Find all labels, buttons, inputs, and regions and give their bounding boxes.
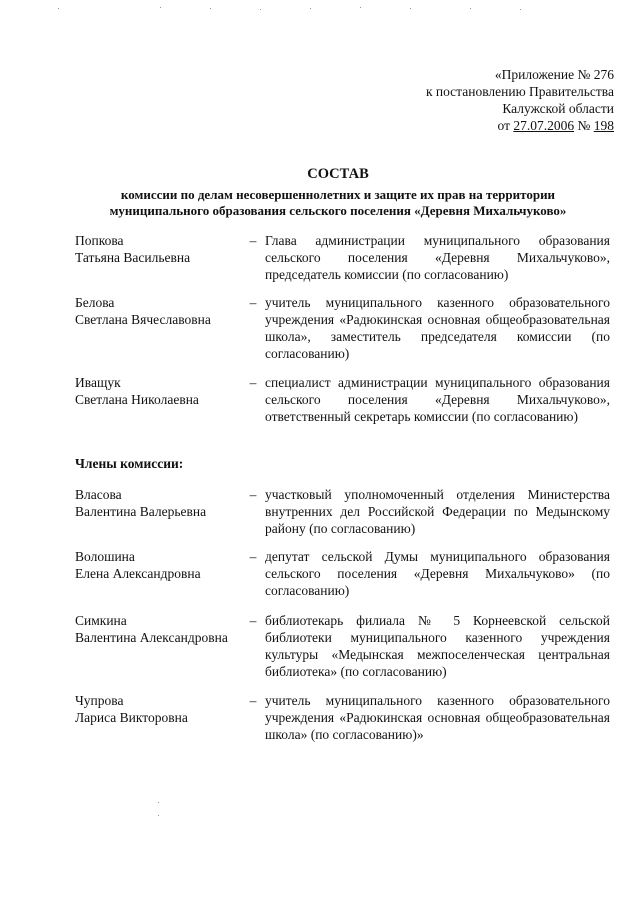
annex-header <box>426 66 614 134</box>
position-description: учитель муниципального казенного образовательного учреждения «Радюкинская основная общеобразовательная школа», заместитель председателя комиссии (по согласованию) <box>265 295 610 361</box>
position-description: участковый уполномоченный отделения Министерства внутренних дел Российской Федерации по Медынскому району (по согласованию) <box>265 487 610 536</box>
surname: Иващук <box>75 375 121 390</box>
dash: – <box>249 375 257 390</box>
title-sub-line-1: комиссии по делам несовершеннолетних и защите их прав на территории <box>120 187 556 202</box>
annex-line-4: от 27.07.2006 № 198 <box>497 118 614 133</box>
annex-date: 27.07.2006 <box>513 118 575 133</box>
given-names: Светлана Николаевна <box>75 392 199 407</box>
title-main: СОСТАВ <box>307 166 369 182</box>
annex-number: 198 <box>593 118 614 133</box>
position-description: учитель муниципального казенного образовательного учреждения «Радюкинская основная общеобразовательная школа» (по согласованию)» <box>265 693 610 742</box>
position-description: депутат сельской Думы муниципального образования сельского поселения «Деревня Михальчуково» (по согласованию) <box>265 549 610 598</box>
given-names: Елена Александровна <box>75 566 201 581</box>
surname: Попкова <box>75 233 124 248</box>
given-names: Валентина Валерьевна <box>75 504 207 519</box>
given-names: Лариса Викторовна <box>75 710 188 725</box>
surname: Белова <box>75 295 115 310</box>
dash: – <box>249 295 257 310</box>
dash: – <box>249 487 257 502</box>
surname: Власова <box>75 487 122 502</box>
annex-line-1: «Приложение № 276 <box>494 67 614 82</box>
given-names: Валентина Александровна <box>75 630 228 645</box>
given-names: Светлана Вячеславовна <box>75 312 211 327</box>
dash: – <box>249 693 257 708</box>
document-title <box>60 165 616 219</box>
title-sub-line-2: муниципального образования сельского поселения «Деревня Михальчуково» <box>109 203 567 218</box>
given-names: Татьяна Васильевна <box>75 250 191 265</box>
position-description: специалист администрации муниципального образования сельского поселения «Деревня Михальчуково», ответственный секретарь комиссии (по согласованию) <box>265 375 610 424</box>
dash: – <box>249 233 257 248</box>
surname: Чупрова <box>75 693 124 708</box>
position-description: библиотекарь филиала № 5 Корнеевской сельской библиотеки муниципального казенного учреждения культуры «Медынская межпоселенческая центральная библиотека» (по согласованию) <box>265 613 610 679</box>
annex-line-3: Калужской области <box>502 101 614 116</box>
dash: – <box>249 549 257 564</box>
annex-line-2: к постановлению Правительства <box>425 84 614 99</box>
surname: Волошина <box>75 549 135 564</box>
position-description: Глава администрации муниципального образования сельского поселения «Деревня Михальчуково», председатель комиссии (по согласованию) <box>265 233 610 282</box>
dash: – <box>249 613 257 628</box>
surname: Симкина <box>75 613 127 628</box>
members-heading: Члены комиссии: <box>75 456 184 471</box>
